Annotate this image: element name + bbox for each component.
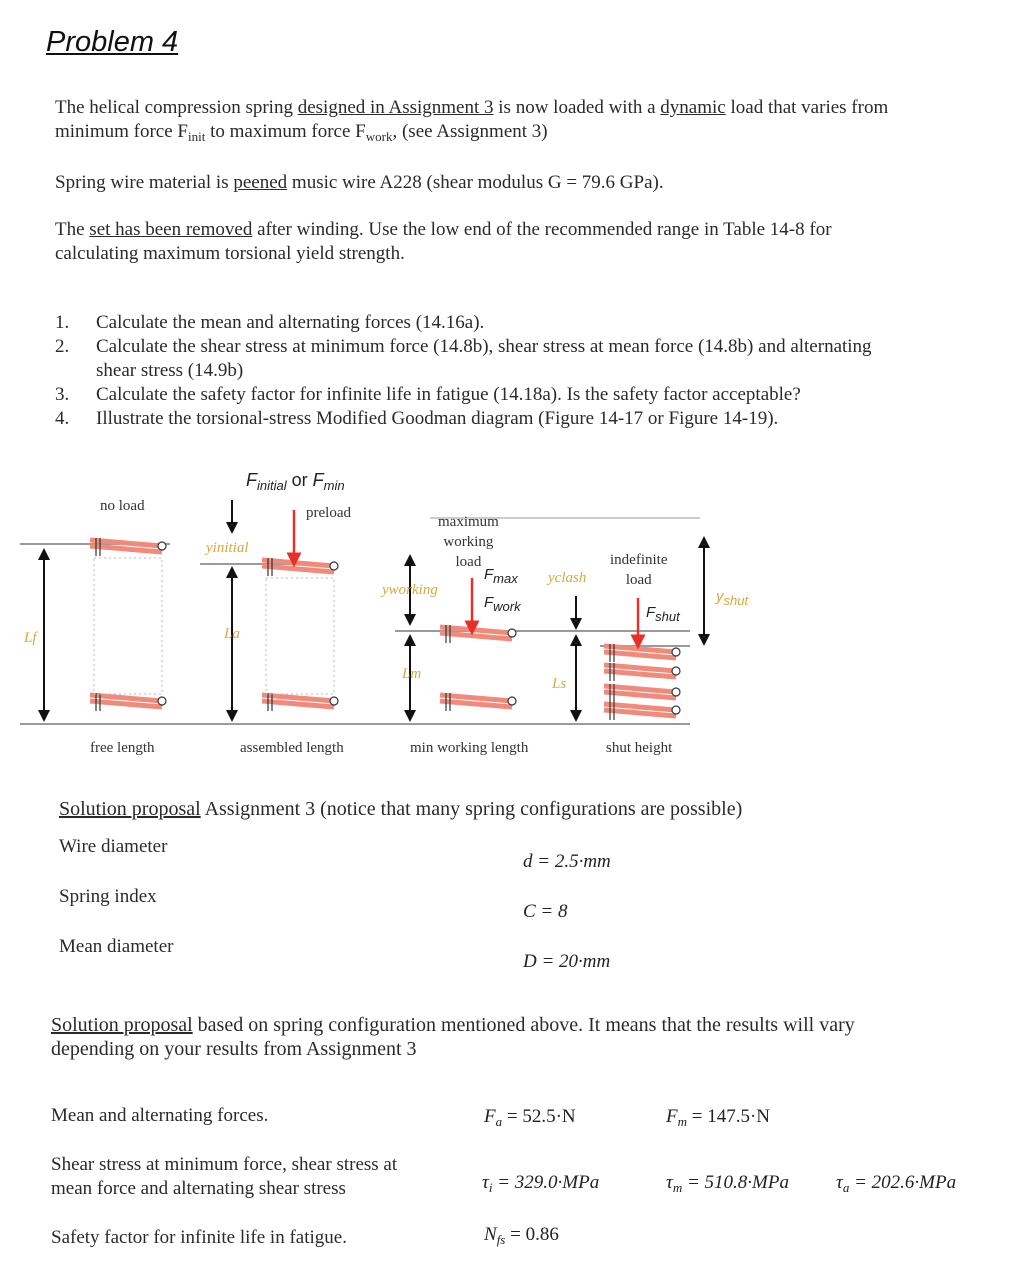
f-symbol: F — [646, 604, 656, 621]
intro-text: is now loaded with a — [493, 97, 661, 118]
la-label: La — [224, 626, 240, 642]
spring-shut-4 — [604, 702, 680, 720]
page-title: Problem 4 — [46, 26, 179, 58]
tau-i-number: = 329.0·MPa — [497, 1172, 600, 1193]
mean-diameter-label: Mean diameter — [59, 936, 174, 957]
material-paragraph — [55, 171, 664, 195]
label-line: load — [625, 572, 652, 588]
intro-paragraph — [55, 96, 888, 144]
subscript: shut — [655, 609, 680, 624]
tau-symbol: τ — [482, 1172, 489, 1193]
task-number: 3. — [55, 384, 70, 405]
label-line: load — [455, 554, 482, 570]
task-text: Calculate the mean and alternating forces (14.16a). — [96, 312, 485, 333]
fm-sub: m — [677, 1114, 687, 1129]
mean-alt-label: Mean and alternating forces. — [51, 1105, 269, 1126]
ls-label: Ls — [552, 676, 567, 692]
shear-label-line: mean force and alternating shear stress — [51, 1178, 346, 1199]
task-number: 2. — [55, 336, 70, 357]
f-symbol: F — [312, 470, 324, 490]
assignment-link[interactable]: designed in Assignment 3 — [297, 97, 494, 118]
solution-proposal-link[interactable]: Solution proposal — [51, 1014, 193, 1036]
subscript: work — [365, 129, 393, 144]
set-text: after winding. Use the low end of the recommended range in Table 14-8 for — [252, 219, 832, 240]
f-symbol: F — [246, 470, 257, 490]
spring-assembled-bottom — [262, 693, 338, 711]
tau-symbol: τ — [836, 1172, 843, 1193]
spring-free-bottom — [90, 693, 166, 711]
label-line: maximum — [438, 514, 499, 530]
task-item — [55, 383, 872, 407]
yclash-label: yclash — [548, 570, 587, 586]
set-removed-link[interactable]: set has been removed — [89, 219, 253, 240]
task-text: shear stress (14.9b) — [96, 360, 244, 381]
wire-diameter-label: Wire diameter — [59, 836, 168, 857]
min-working-length-label: min working length — [410, 740, 529, 756]
intro-text: to maximum force F — [205, 121, 366, 142]
spring-free-body — [94, 558, 162, 694]
fa-symbol: F — [484, 1106, 496, 1127]
lm-label: Lm — [402, 666, 422, 682]
set-removed-paragraph — [55, 218, 832, 266]
spring-diagram — [0, 460, 1022, 780]
subscript: max — [493, 571, 518, 586]
nfs-sub: fs — [496, 1232, 506, 1247]
preload-label: preload — [306, 505, 351, 521]
tau-sub: i — [488, 1180, 493, 1195]
safety-label: Safety factor for infinite life in fatigue. — [51, 1227, 347, 1248]
heading-text: Assignment 3 (notice that many spring configurations are possible) — [200, 798, 743, 820]
nfs-symbol: N — [484, 1224, 497, 1245]
dynamic-link[interactable]: dynamic — [660, 97, 726, 118]
tau-a-value — [836, 1172, 956, 1194]
set-text: calculating maximum torsional yield strength. — [55, 243, 405, 264]
shear-label-line: Shear stress at minimum force, shear stress at — [51, 1154, 398, 1175]
material-text: music wire A228 (shear modulus G = 79.6 GPa). — [287, 172, 664, 193]
task-item-continuation — [55, 359, 872, 383]
spring-assembled-body — [266, 578, 334, 694]
intro-text: load that varies from — [725, 97, 889, 118]
fm-number: = 147.5·N — [691, 1106, 771, 1127]
shear-label — [51, 1153, 397, 1201]
solution-proposal-link[interactable]: Solution proposal — [59, 798, 201, 820]
label-line: indefinite — [610, 552, 668, 568]
fmax-label — [484, 566, 518, 586]
tau-sub: a — [842, 1180, 850, 1195]
fwork-label — [484, 594, 521, 614]
y-symbol: y — [716, 588, 724, 605]
material-text: Spring wire material is — [55, 172, 234, 193]
task-text: Illustrate the torsional-stress Modified Goodman diagram (Figure 14-17 or Figure 14-19). — [96, 408, 779, 429]
or-text: or — [286, 470, 313, 490]
set-text: The — [55, 219, 90, 240]
subscript: initial — [257, 478, 287, 493]
wire-diameter-value: d = 2.5·mm — [523, 851, 611, 872]
intro-text: minimum force F — [55, 121, 188, 142]
nfs-number: = 0.86 — [510, 1224, 559, 1245]
yworking-label: yworking — [382, 582, 438, 598]
tau-sub: m — [672, 1180, 683, 1195]
fm-value — [666, 1106, 770, 1128]
yshut-label — [716, 588, 749, 608]
subscript: shut — [723, 593, 749, 608]
spring-index-label: Spring index — [59, 886, 157, 907]
task-number: 1. — [55, 312, 70, 333]
assignment3-heading — [59, 798, 742, 821]
f-initial-label — [246, 470, 345, 491]
spring-shut-2 — [604, 663, 680, 681]
f-symbol: F — [484, 594, 494, 611]
fm-symbol: F — [666, 1106, 678, 1127]
assembled-length-label: assembled length — [240, 740, 344, 756]
indefinite-load-label — [610, 550, 667, 590]
task-text: Calculate the safety factor for infinite life in fatigue (14.18a). Is the safety factor acceptable? — [96, 384, 801, 405]
nfs-value — [484, 1224, 559, 1246]
fa-sub: a — [495, 1114, 503, 1129]
spring-free — [90, 538, 166, 556]
subscript: init — [187, 129, 206, 144]
tau-m-value — [666, 1172, 789, 1194]
fa-value — [484, 1106, 576, 1128]
heading-text: based on spring configuration mentioned above. It means that the results will vary — [192, 1014, 855, 1036]
fshut-label — [646, 604, 680, 624]
peened-link[interactable]: peened — [233, 172, 288, 193]
yinitial-label: yinitial — [206, 540, 249, 556]
spring-shut-3 — [604, 684, 680, 702]
intro-text: The helical compression spring — [55, 97, 298, 118]
spring-working-bottom — [440, 693, 516, 711]
task-item — [55, 311, 872, 335]
shut-height-label: shut height — [606, 740, 673, 756]
solution-heading — [51, 1013, 855, 1061]
fa-number: = 52.5·N — [506, 1106, 576, 1127]
heading-text: depending on your results from Assignment 3 — [51, 1038, 417, 1060]
spring-index-value: C = 8 — [523, 901, 568, 922]
free-length-label: free length — [90, 740, 155, 756]
tau-symbol: τ — [666, 1172, 673, 1193]
spring-working — [440, 625, 516, 643]
lf-label: Lf — [24, 630, 37, 646]
task-list — [55, 311, 872, 431]
task-item — [55, 407, 872, 431]
subscript: work — [493, 599, 521, 614]
subscript: min — [323, 478, 345, 493]
no-load-label: no load — [100, 498, 145, 514]
label-line: working — [443, 534, 494, 550]
f-symbol: F — [484, 566, 494, 583]
spring-assembled — [262, 558, 338, 576]
intro-text: , (see Assignment 3) — [392, 121, 548, 142]
task-text: Calculate the shear stress at minimum force (14.8b), shear stress at mean force (14.8b) and alternating — [96, 336, 872, 357]
tau-a-number: = 202.6·MPa — [854, 1172, 957, 1193]
mean-diameter-value: D = 20·mm — [523, 951, 611, 972]
max-working-load-label — [438, 512, 499, 572]
task-item — [55, 335, 872, 359]
tau-i-value — [482, 1172, 599, 1194]
task-number: 4. — [55, 408, 70, 429]
tau-m-number: = 510.8·MPa — [686, 1172, 789, 1193]
